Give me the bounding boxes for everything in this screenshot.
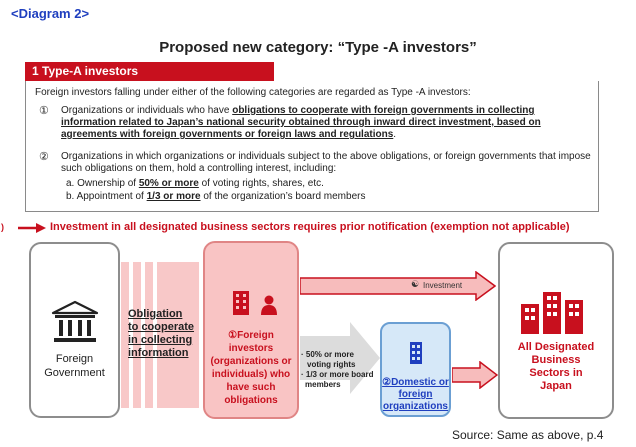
gov-label-line2: Government bbox=[44, 367, 105, 379]
item-2-number: ② bbox=[39, 151, 49, 163]
handshake-icon: ☯ bbox=[411, 279, 420, 289]
investment-label: Investment bbox=[423, 281, 463, 290]
item-2-text: Organizations in which organizations or individuals subject to the above obligations, or foreign governments that impose such obligations on them, hold a controlling interest, including: bbox=[61, 151, 591, 174]
foreign-government-box bbox=[29, 242, 120, 418]
government-building-icon bbox=[51, 300, 99, 344]
item-1-pre: Organizations or individuals who have bbox=[61, 105, 233, 116]
item-1-bold: obligations to cooperate with foreign governments in collecting information related to Japan’s national security obtained through inward direct investment, based on agreements with foreign governments or foreign laws and regulations bbox=[61, 105, 541, 140]
obligation-line1: Obligation bbox=[128, 308, 183, 320]
obligation-line4: information bbox=[128, 347, 189, 359]
page-title: Proposed new category: “Type -A investors” bbox=[159, 39, 477, 56]
sub-b-bold: 1/3 or more bbox=[146, 191, 201, 202]
intro-text: Foreign investors falling under either of the following categories are regarded as Type -A investors: bbox=[35, 87, 471, 98]
fi-line2: (organizations or bbox=[210, 356, 292, 367]
item-2-sub-b bbox=[66, 191, 365, 202]
obligation-line2: to cooperate bbox=[128, 321, 195, 333]
fi-line4: have such bbox=[226, 382, 276, 393]
designated-sectors-box bbox=[498, 242, 614, 419]
item-1-number: ① bbox=[39, 105, 49, 117]
sub-b-pre: b. Appointment of bbox=[66, 191, 147, 202]
designated-sectors-label bbox=[500, 341, 612, 393]
definition-box bbox=[25, 81, 599, 212]
sec-line1: All Designated bbox=[517, 341, 595, 353]
foreign-government-label bbox=[31, 352, 118, 380]
fi-line1: ①Foreign investors bbox=[228, 330, 274, 354]
person-icon bbox=[261, 295, 277, 315]
sub-a-pre: a. Ownership of bbox=[66, 178, 139, 189]
sec-line2: Business bbox=[531, 354, 581, 366]
section-heading: 1 Type-A investors bbox=[25, 62, 274, 81]
diagram-label: <Diagram 2> bbox=[11, 6, 90, 21]
domestic-organizations-box bbox=[380, 322, 451, 417]
requirement-text: Investment in all designated business sectors requires prior notification (exemption not applicable) bbox=[50, 221, 570, 233]
controlling-interest-label bbox=[301, 350, 373, 390]
item-1-text bbox=[61, 105, 591, 141]
ci-line4: members bbox=[305, 380, 341, 389]
obligation-line3: in collecting bbox=[128, 334, 193, 346]
foreign-investors-box bbox=[203, 241, 299, 419]
sub-b-post: of the organization’s board members bbox=[200, 191, 366, 202]
sec-line3: Sectors in bbox=[529, 367, 583, 379]
ci-line2: voting rights bbox=[307, 360, 356, 369]
sub-a-post: of voting rights, shares, etc. bbox=[198, 178, 324, 189]
left-mark: ) bbox=[1, 222, 4, 232]
item-2-sub-a bbox=[66, 178, 324, 189]
office-building-icon bbox=[409, 341, 423, 365]
small-investment-arrow bbox=[452, 361, 498, 389]
source-note: Source: Same as above, p.4 bbox=[452, 428, 604, 442]
foreign-investors-label bbox=[205, 329, 297, 407]
gov-label-line1: Foreign bbox=[55, 353, 94, 365]
ci-line3: · 1/3 or more board bbox=[301, 370, 374, 379]
investment-arrow bbox=[300, 271, 496, 301]
item-1-post: . bbox=[393, 129, 397, 140]
dom-line1: ②Domestic or bbox=[382, 377, 449, 388]
fi-line3: individuals) who bbox=[211, 369, 291, 380]
ci-line1: · 50% or more bbox=[301, 350, 354, 359]
sec-line4: Japan bbox=[540, 380, 572, 392]
domestic-organizations-label bbox=[382, 377, 449, 413]
red-arrow-icon bbox=[18, 223, 46, 233]
fi-line5: obligations bbox=[224, 395, 278, 406]
city-buildings-icon bbox=[517, 290, 597, 334]
sub-a-bold: 50% or more bbox=[138, 178, 199, 189]
obligation-label bbox=[128, 308, 194, 360]
office-building-icon bbox=[232, 290, 250, 316]
dom-line3: organizations bbox=[382, 401, 448, 412]
dom-line2: foreign bbox=[398, 389, 433, 400]
